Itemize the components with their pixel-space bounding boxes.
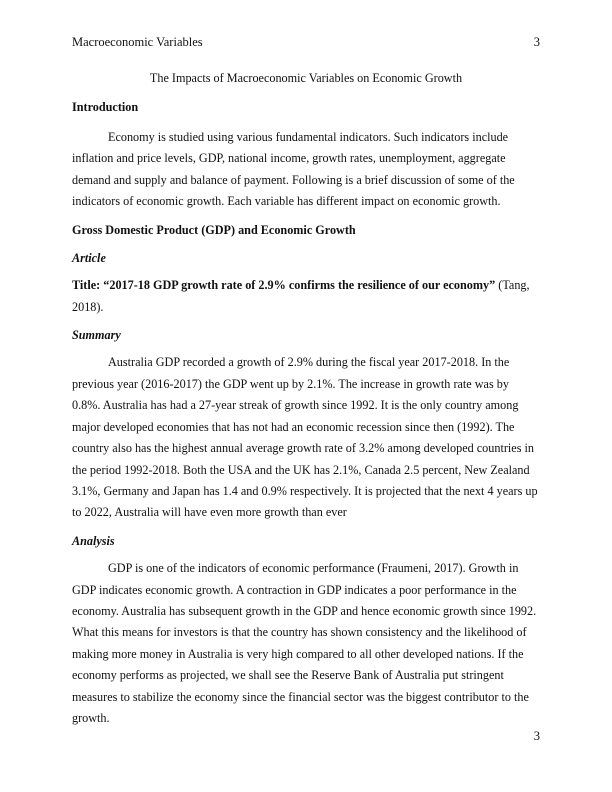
analysis-paragraph: GDP is one of the indicators of economic performance (Fraumeni, 2017). Growth in GDP indicates economic growth. A contraction in GDP indicates a poor performance in the economy. Australia has subsequent growth in the GDP and hence economic growth since 1992. What this means for investors is that the country has shown consistency and the likelihood of making more money in Australia is very high compared to all other developed nations. If the economy performs as projected, we shall see the Reserve Bank of Australia put stringent measures to stabilize the economy since the financial sector was the biggest contributor to the growth.	[72, 561, 537, 725]
running-head-title: Macroeconomic Variables	[72, 35, 203, 49]
header-page-number: 3	[533, 35, 540, 49]
summary-heading: Summary	[72, 328, 121, 343]
summary-paragraph: Australia GDP recorded a growth of 2.9% during the fiscal year 2017-2018. In the previous year (2016-2017) the GDP went up by 2.1%. The increase in growth rate was by 0.8%. Australia has had a 27-year streak of growth since 1992. It is the only country among major developed economies that has not had an economic recession since then (1992). The country also has the highest annual average growth rate of 3.2% among developed countries in the period 1992-2018. Both the USA and the UK has 2.1%, Canada 2.5 percent, New Zealand 3.1%, Germany and Japan has 1.4 and 0.9% respectively. It is projected that the next 4 years up to 2022, Australia will have even more growth than ever	[72, 355, 538, 520]
article-citation: (Tang, 2018).	[72, 278, 530, 314]
analysis-heading: Analysis	[72, 533, 115, 548]
article-heading: Article	[72, 250, 106, 265]
article-title: Title: “2017-18 GDP growth rate of 2.9% confirms the resilience of our economy”	[72, 278, 496, 293]
introduction-paragraph: Economy is studied using various fundamental indicators. Such indicators include inflation and price levels, GDP, national income, growth rates, unemployment, aggregate demand and supply and balance of payment. Following is a brief discussion of some of the indicators of economic growth. Each variable has different impact on economic growth.	[72, 129, 515, 209]
article-title-line	[72, 275, 540, 318]
introduction-heading: Introduction	[72, 100, 139, 115]
footer-page-number: 3	[533, 729, 540, 743]
document-body	[72, 68, 540, 729]
running-header	[72, 35, 540, 51]
gdp-section-heading: Gross Domestic Product (GDP) and Economic Growth	[72, 223, 356, 238]
document-title: The Impacts of Macroeconomic Variables on Economic Growth	[149, 71, 463, 85]
